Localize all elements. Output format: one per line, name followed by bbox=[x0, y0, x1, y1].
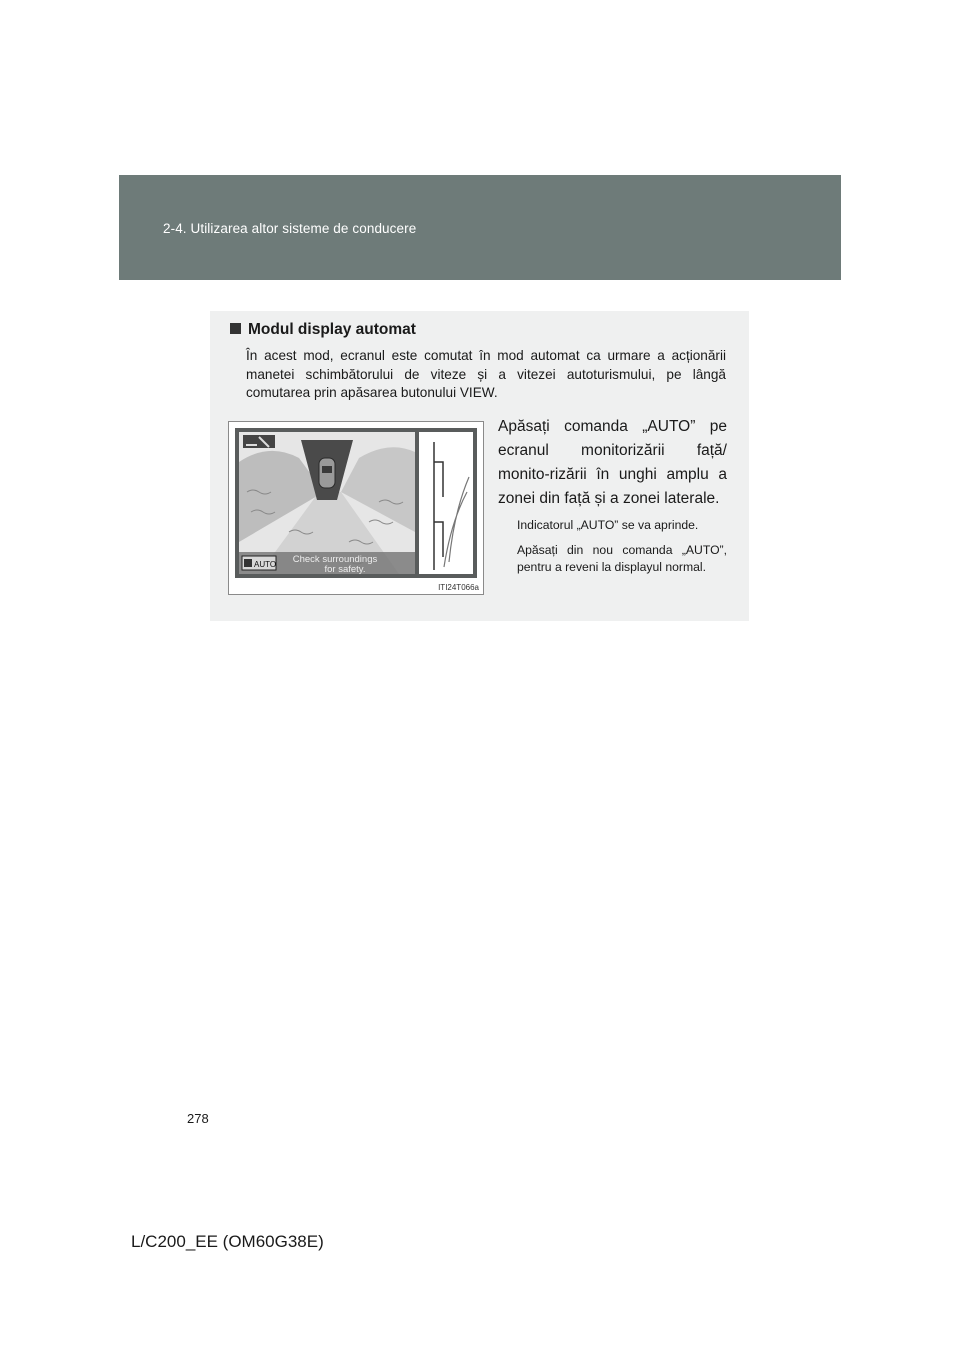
section-heading-text: Modul display automat bbox=[248, 321, 416, 338]
banner-line2: for safety. bbox=[324, 564, 366, 575]
auto-label: AUTO bbox=[254, 560, 277, 569]
banner-line1: Check surroundings bbox=[292, 554, 378, 565]
header-band bbox=[119, 175, 841, 280]
section-heading bbox=[230, 321, 416, 339]
camera-indicator-icon bbox=[243, 435, 275, 448]
auto-indicator-icon bbox=[244, 559, 252, 567]
note-revert: Apăsați din nou comanda „AUTO”, pentru a reveni la displayul normal. bbox=[517, 543, 727, 574]
footer-code: L/C200_EE (OM60G38E) bbox=[131, 1232, 324, 1251]
page-number: 278 bbox=[187, 1111, 209, 1126]
content-box bbox=[210, 311, 749, 621]
monitor-screen-figure bbox=[228, 421, 484, 595]
instruction-text: Apăsați comanda „AUTO” pe ecranul monitorizării față/ monito-rizării în unghi amplu a zonei din față și a zonei laterale. bbox=[498, 418, 727, 507]
bullet-square-icon bbox=[230, 323, 241, 334]
note-indicator: Indicatorul „AUTO” se va aprinde. bbox=[517, 518, 699, 532]
intro-paragraph: În acest mod, ecranul este comutat în mod automat ca urmare a acționării manetei schimbătorului de viteze și a vitezei autoturismului, pe lângă comutarea prin apăsarea butonului VIEW. bbox=[246, 348, 726, 400]
camera-view-illustration bbox=[229, 422, 483, 594]
section-title: 2-4. Utilizarea altor sisteme de conducere bbox=[163, 221, 417, 236]
figure-code: ITI24T066a bbox=[438, 583, 479, 592]
